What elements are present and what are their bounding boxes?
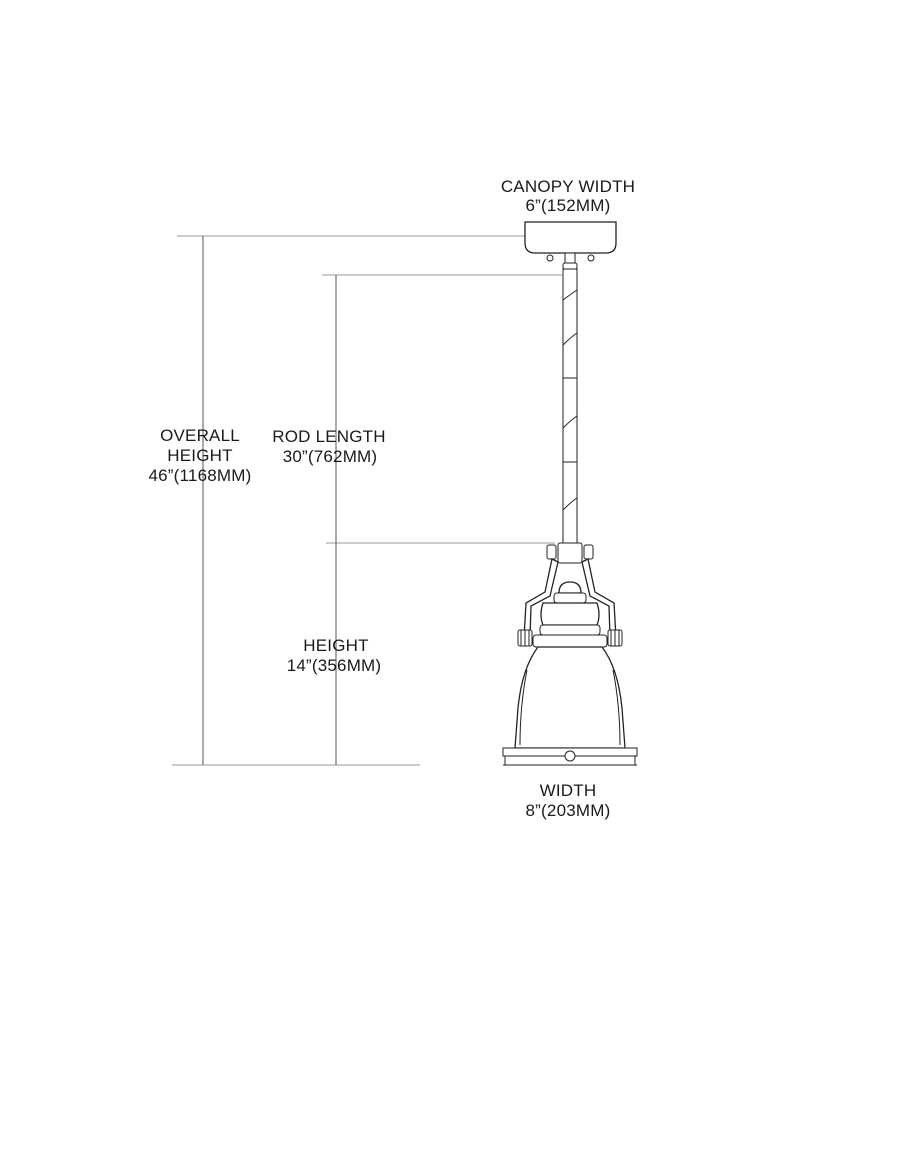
overall-height-value: 46”(1168MM)	[148, 466, 252, 485]
pendant-fixture-drawing	[503, 222, 637, 765]
width-value: 8”(203MM)	[525, 801, 611, 820]
dimension-lines	[172, 236, 562, 765]
overall-height-label-line1: OVERALL	[160, 426, 240, 445]
rod-length-value: 30”(762MM)	[282, 447, 378, 466]
canopy	[525, 222, 616, 269]
width-label: WIDTH	[539, 781, 597, 800]
canopy-width-value: 6”(152MM)	[525, 196, 611, 215]
height-value: 14”(356MM)	[286, 656, 382, 675]
downrod	[563, 269, 577, 543]
shade	[515, 647, 625, 748]
shade-rim	[503, 748, 637, 765]
height-label: HEIGHT	[303, 636, 369, 655]
lamp-holder	[533, 582, 607, 647]
canopy-width-label: CANOPY WIDTH	[500, 177, 636, 196]
overall-height-label-line2: HEIGHT	[167, 446, 233, 465]
rod-length-label: ROD LENGTH	[272, 427, 386, 446]
